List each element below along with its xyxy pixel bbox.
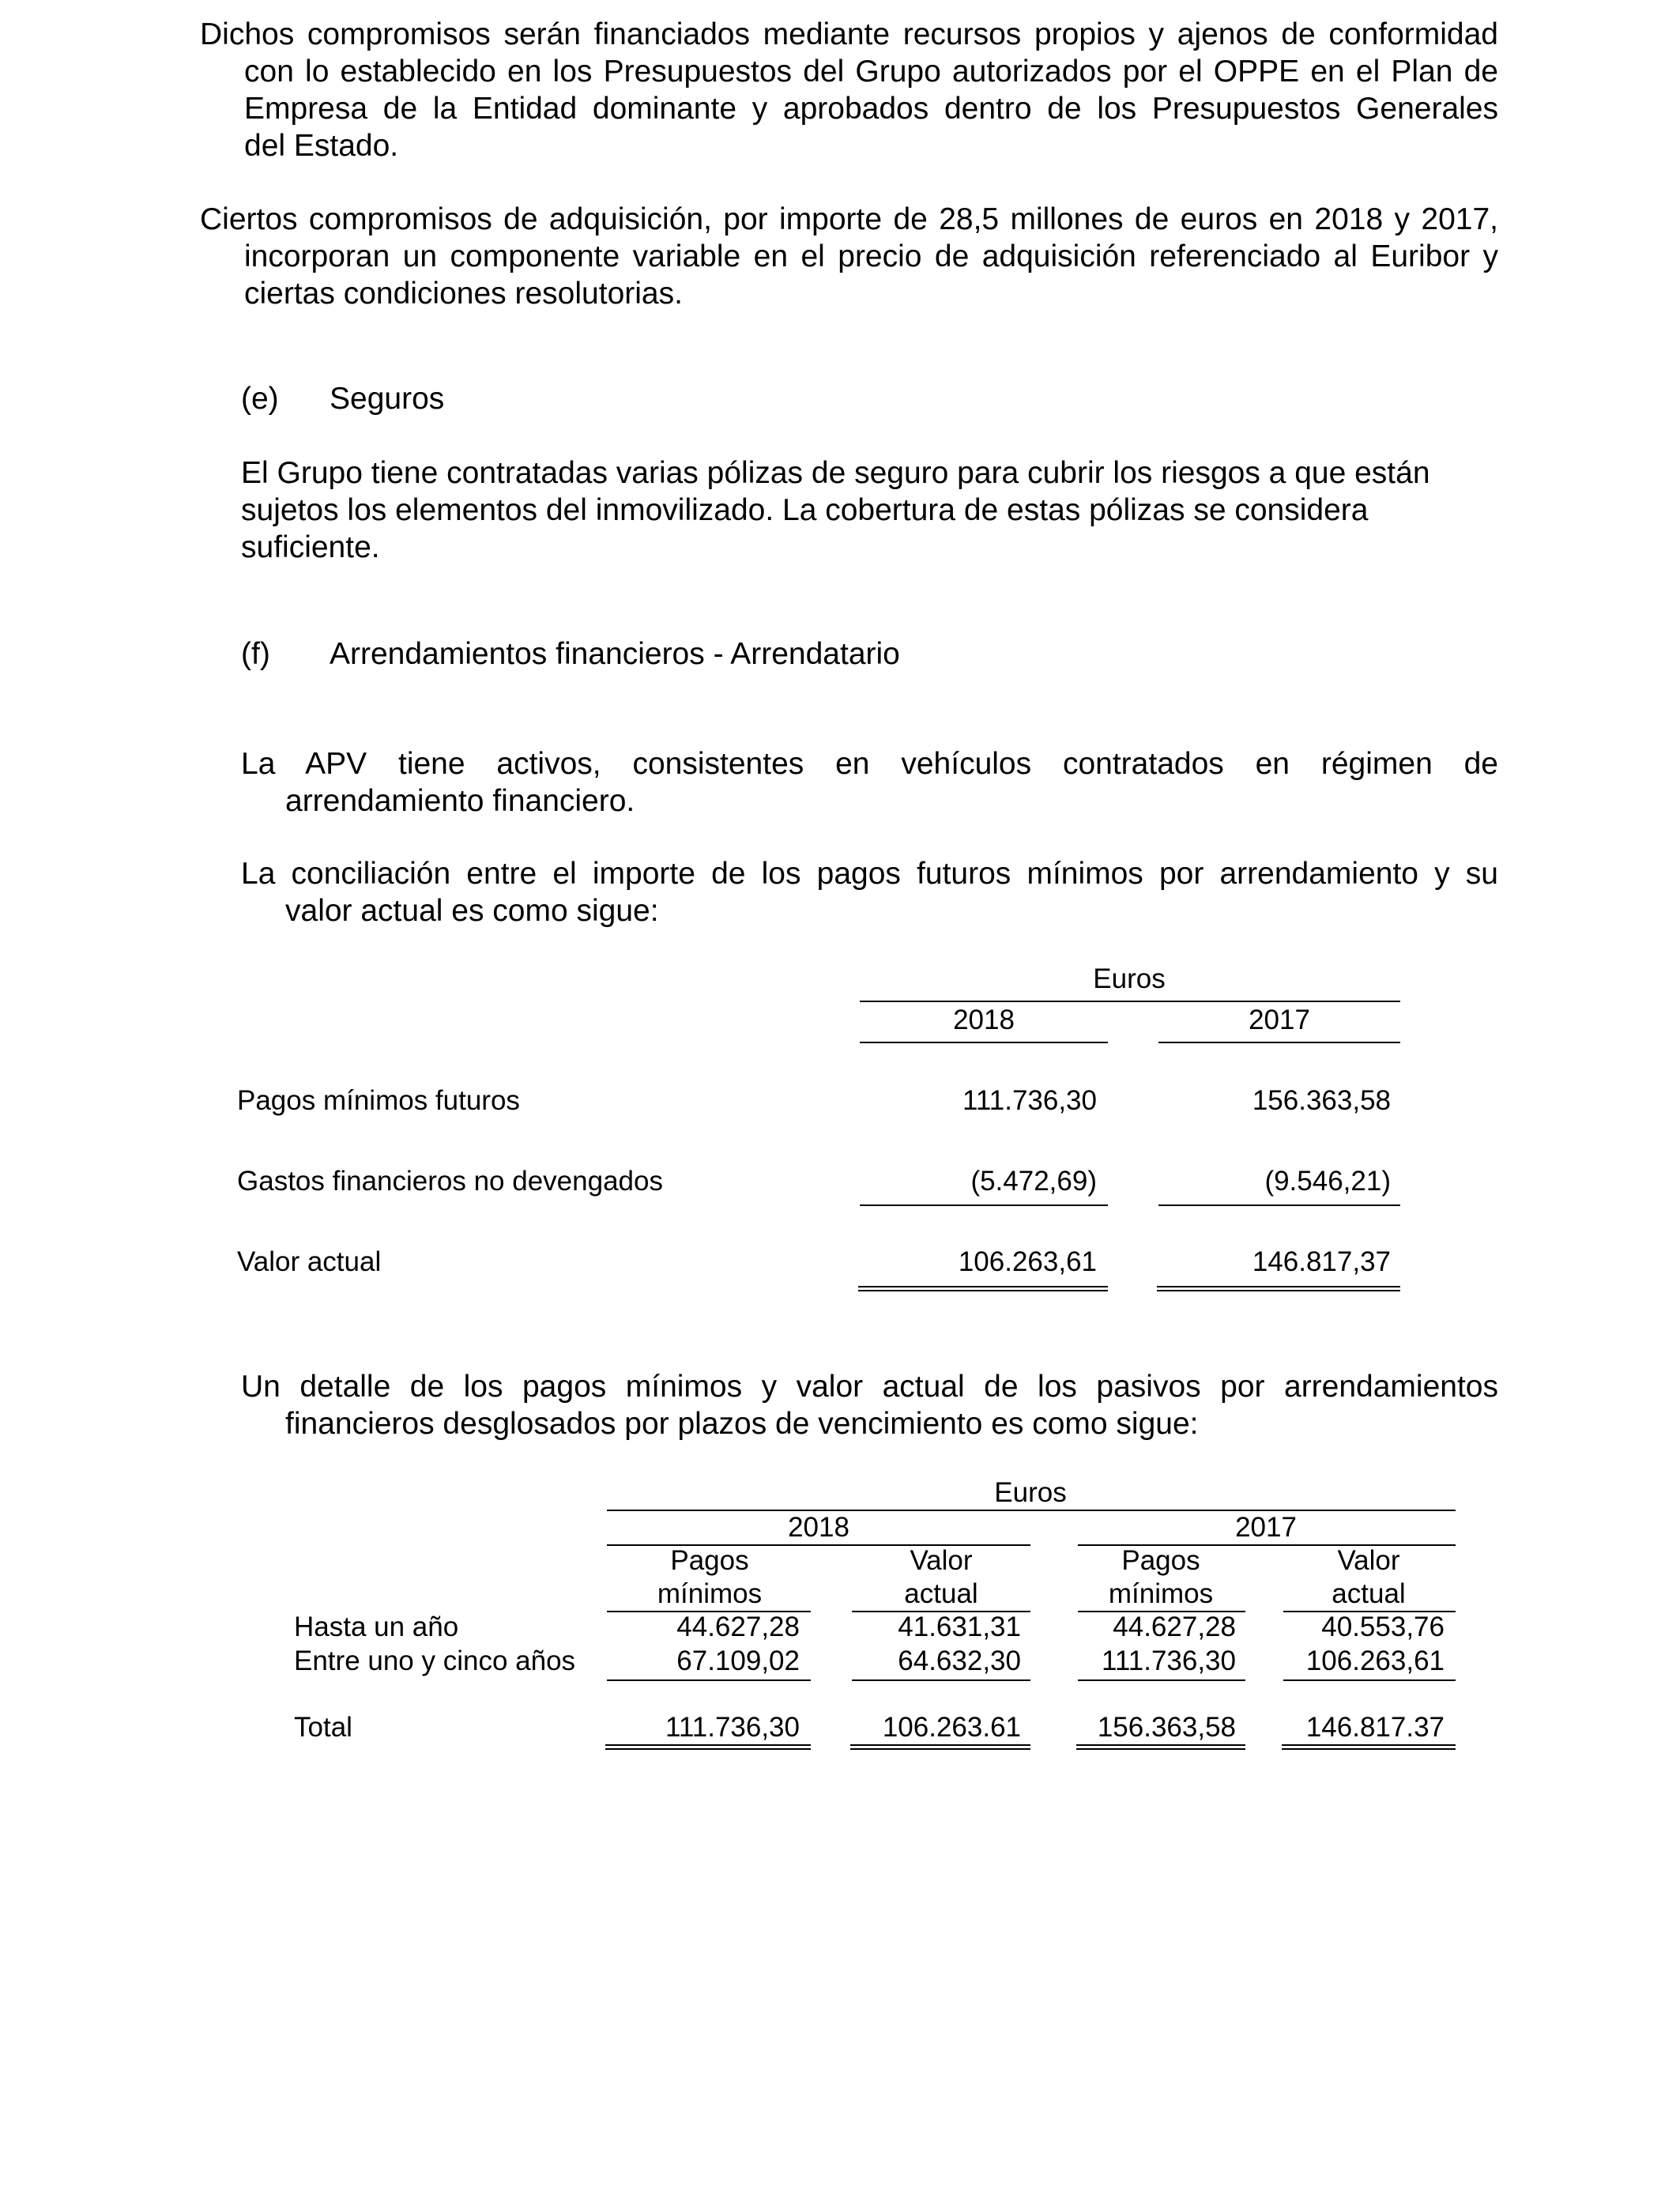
text-line: incorporan un componente variable en el precio de adquisición referenciado al Euribor y — [244, 239, 1498, 273]
text-line: Empresa de la Entidad dominante y aprobados dentro de los Presupuestos Generales — [244, 92, 1498, 126]
section-e-title: Seguros — [330, 382, 445, 416]
table-cell: 40.553,76 — [1321, 1612, 1445, 1642]
table1-double-rule — [1157, 1286, 1400, 1291]
table2-double-rule — [1282, 1744, 1456, 1750]
text-line: valor actual es como sigue: — [285, 894, 659, 928]
text-line: La conciliación entre el importe de los pagos futuros mínimos por arrendamiento y su — [241, 857, 1498, 891]
paragraph-reconciliation — [241, 855, 1498, 929]
table1-rule — [860, 1204, 1108, 1206]
text-line: sujetos los elementos del inmovilizado. La cobertura de estas pólizas se considera — [241, 493, 1369, 527]
table-cell: 111.736,30 — [665, 1712, 800, 1743]
header-line: mínimos — [657, 1578, 763, 1609]
table2-currency-header: Euros — [994, 1477, 1067, 1508]
table2-col-header — [1283, 1544, 1454, 1611]
table-row-label: Hasta un año — [294, 1612, 459, 1642]
table1-rule — [860, 1001, 1400, 1002]
table-cell: 44.627,28 — [676, 1612, 800, 1642]
table2-double-rule — [850, 1744, 1030, 1750]
table2-rule — [1078, 1679, 1245, 1681]
header-line: Valor — [1337, 1545, 1400, 1576]
table-cell: 111.736,30 — [1102, 1646, 1236, 1676]
text-line: Ciertos compromisos de adquisición, por importe de 28,5 millones de euros en 2018 y 2017, — [200, 202, 1498, 236]
table1-year-2017: 2017 — [1249, 1005, 1310, 1035]
table2-rule — [607, 1679, 811, 1681]
table-cell: 146.817.37 — [1305, 1712, 1445, 1743]
table-row-label: Total — [294, 1712, 352, 1743]
text-line: suficiente. — [241, 530, 380, 564]
table-cell: 67.109,02 — [676, 1646, 800, 1676]
table-cell: 106.263.61 — [882, 1712, 1021, 1743]
header-line: Valor — [910, 1545, 973, 1576]
table2-year-2018: 2018 — [788, 1512, 849, 1543]
header-line: mínimos — [1108, 1578, 1214, 1609]
table2-col-header — [1078, 1544, 1244, 1611]
table-cell: 106.263,61 — [958, 1246, 1097, 1277]
paragraph-acquisition-commitments — [200, 201, 1498, 312]
table1-currency-header: Euros — [1093, 963, 1166, 994]
table-cell: (9.546,21) — [1264, 1166, 1391, 1197]
table2-double-rule — [1076, 1744, 1245, 1750]
text-line: financieros desglosados por plazos de vencimiento es como sigue: — [285, 1407, 1199, 1441]
table-row-label: Entre uno y cinco años — [294, 1646, 576, 1676]
table-cell: 64.632,30 — [898, 1646, 1021, 1676]
text-line: del Estado. — [244, 129, 399, 163]
table-cell: 156.363,58 — [1252, 1085, 1391, 1116]
header-line: Pagos — [1121, 1545, 1200, 1576]
text-line: Dichos compromisos serán financiados mediante recursos propios y ajenos de conformidad — [200, 17, 1498, 51]
table1-rule — [860, 1042, 1108, 1043]
table1-double-rule — [858, 1286, 1108, 1291]
table-cell: 146.817,37 — [1252, 1246, 1391, 1277]
table-cell: 44.627,28 — [1113, 1612, 1236, 1642]
table2-year-2017: 2017 — [1235, 1512, 1297, 1543]
paragraph-apv-assets — [241, 745, 1498, 820]
header-line: actual — [904, 1578, 978, 1609]
table-cell: 106.263,61 — [1305, 1646, 1445, 1676]
paragraph-financing — [200, 16, 1498, 164]
text-line: arrendamiento financiero. — [285, 784, 635, 818]
table-row-label: Pagos mínimos futuros — [237, 1085, 520, 1116]
section-f-title: Arrendamientos financieros - Arrendatario — [330, 637, 900, 671]
table1-year-2018: 2018 — [953, 1005, 1015, 1035]
table2-rule — [852, 1679, 1030, 1681]
text-line: La APV tiene activos, consistentes en vehículos contratados en régimen de — [241, 747, 1498, 781]
paragraph-insurance — [241, 454, 1498, 566]
table-row-label: Gastos financieros no devengados — [237, 1166, 663, 1197]
table2-double-rule — [605, 1744, 811, 1750]
table-cell: 111.736,30 — [962, 1085, 1097, 1116]
text-line: El Grupo tiene contratadas varias pólizas de seguro para cubrir los riesgos a que están — [241, 456, 1430, 490]
table2-col-header — [852, 1544, 1030, 1611]
header-line: actual — [1332, 1578, 1406, 1609]
table2-rule — [1283, 1679, 1456, 1681]
text-line: Un detalle de los pagos mínimos y valor actual de los pasivos por arrendamientos — [241, 1370, 1498, 1404]
text-line: ciertas condiciones resolutorias. — [244, 277, 683, 311]
header-line: Pagos — [670, 1545, 749, 1576]
table1-rule — [1158, 1042, 1400, 1043]
table2-col-header — [607, 1544, 812, 1611]
table-row-label: Valor actual — [237, 1246, 382, 1277]
table-cell: 156.363,58 — [1097, 1712, 1236, 1743]
paragraph-maturity-detail — [241, 1368, 1498, 1442]
table-cell: (5.472,69) — [970, 1166, 1097, 1197]
table1-rule — [1158, 1204, 1400, 1206]
section-e-label: (e) — [241, 382, 279, 416]
text-line: con lo establecido en los Presupuestos del Grupo autorizados por el OPPE en el Plan de — [244, 55, 1498, 89]
table-cell: 41.631,31 — [898, 1612, 1021, 1642]
section-f-label: (f) — [241, 637, 270, 671]
